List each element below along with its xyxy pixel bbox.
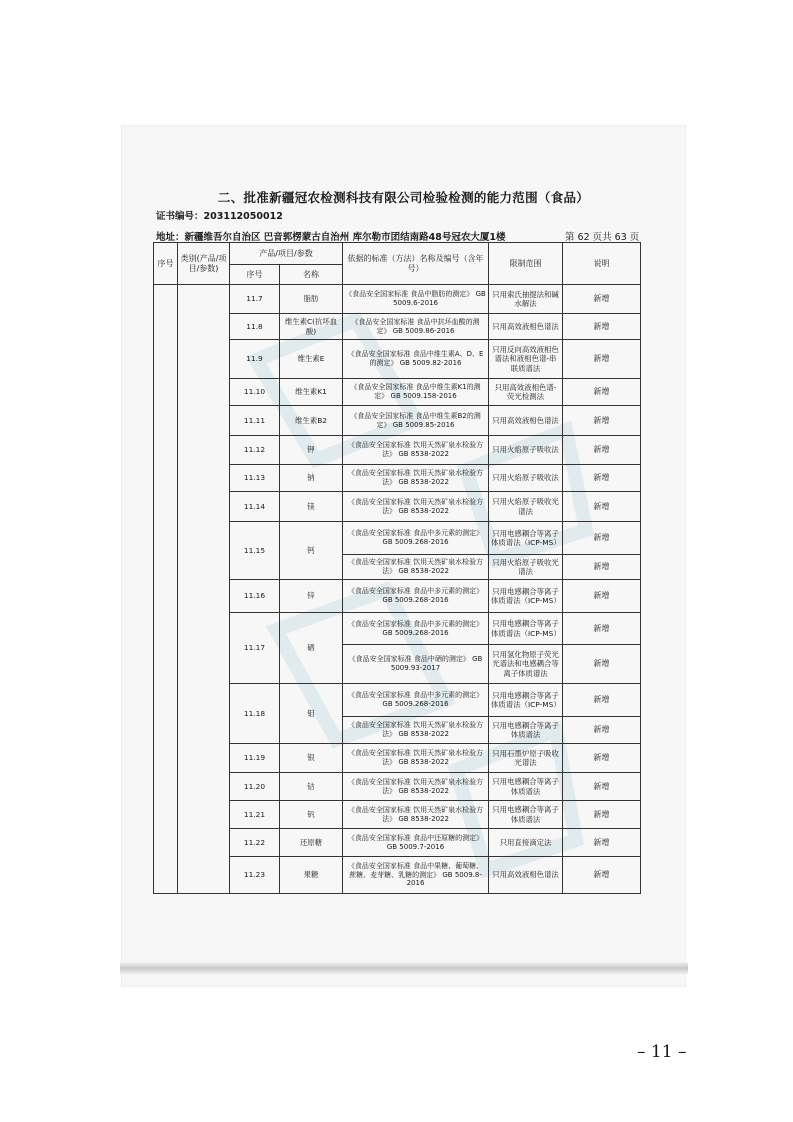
header-note: 说明 [563, 243, 641, 285]
header-item-name: 名称 [280, 265, 343, 285]
standard-cell: 《食品安全国家标准 饮用天然矿泉水检验方法》 GB 8538-2022 [343, 744, 489, 773]
standard-cell: 《食品安全国家标准 食品中果糖、葡萄糖、蔗糖、麦芽糖、乳糖的测定》 GB 5009.8-2016 [343, 857, 489, 894]
standard-cell: 《食品安全国家标准 食品中抗坏血酸的测定》 GB 5009.86-2016 [343, 314, 489, 340]
limit-cell: 只用石墨炉原子吸收光谱法 [489, 744, 563, 773]
item-seq: 11.8 [230, 314, 280, 340]
header-category: 类别(产品/项目/参数) [178, 243, 230, 285]
note-cell: 新增 [563, 522, 641, 555]
item-seq: 11.12 [230, 436, 280, 465]
limit-cell: 只用火焰原子吸收光谱法 [489, 492, 563, 522]
limit-cell: 只用氢化物原子荧光光谱法和电感耦合等离子体质谱法 [489, 645, 563, 684]
item-seq: 11.22 [230, 829, 280, 857]
item-name: 维生素B2 [280, 406, 343, 436]
standard-cell: 《食品安全国家标准 饮用天然矿泉水检验方法》 GB 8538-2022 [343, 492, 489, 522]
item-name: 银 [280, 744, 343, 773]
note-cell: 新增 [563, 645, 641, 684]
standard-cell: 《食品安全国家标准 食品中多元素的测定》 GB 5009.268-2016 [343, 522, 489, 555]
item-name: 硒 [280, 613, 343, 684]
note-cell: 新增 [563, 744, 641, 773]
limit-cell: 只用反向高效液相色谱法和液相色谱-串联质谱法 [489, 340, 563, 379]
item-name: 锌 [280, 580, 343, 613]
item-seq: 11.10 [230, 379, 280, 406]
header-item-seq: 序号 [230, 265, 280, 285]
limit-cell: 只用索氏抽提法和碱水解法 [489, 285, 563, 314]
address: 地址：新疆维吾尔自治区 巴音郭楞蒙古自治州 库尔勒市团结南路48号冠农大厦1楼 [156, 232, 506, 243]
note-cell: 新增 [563, 436, 641, 465]
limit-cell: 只用高效液相色谱-荧光检测法 [489, 379, 563, 406]
item-seq: 11.23 [230, 857, 280, 894]
item-name: 维生素E [280, 340, 343, 379]
item-seq: 11.15 [230, 522, 280, 580]
item-seq: 11.7 [230, 285, 280, 314]
limit-cell: 只用火焰原子吸收法 [489, 436, 563, 465]
item-name: 镁 [280, 492, 343, 522]
header-seq: 序号 [154, 243, 178, 285]
item-seq: 11.20 [230, 773, 280, 801]
item-seq: 11.16 [230, 580, 280, 613]
item-name: 钒 [280, 801, 343, 829]
item-name: 钼 [280, 684, 343, 744]
note-cell: 新增 [563, 613, 641, 645]
item-seq: 11.14 [230, 492, 280, 522]
note-cell: 新增 [563, 340, 641, 379]
item-name: 钙 [280, 522, 343, 580]
item-name: 钾 [280, 436, 343, 465]
limit-cell: 只用电感耦合等离子体质谱法（ICP-MS） [489, 613, 563, 645]
header-limit: 限制范围 [489, 243, 563, 285]
header-product-group: 产品/项目/参数 [230, 243, 343, 265]
item-seq: 11.21 [230, 801, 280, 829]
standard-cell: 《食品安全国家标准 食品中硒的测定》 GB 5009.93-2017 [343, 645, 489, 684]
note-cell: 新增 [563, 857, 641, 894]
limit-cell: 只用电感耦合等离子体质谱法（ICP-MS） [489, 684, 563, 717]
note-cell: 新增 [563, 773, 641, 801]
standard-cell: 《食品安全国家标准 饮用天然矿泉水检验方法》 GB 8538-2022 [343, 555, 489, 580]
item-name: 还原糖 [280, 829, 343, 857]
item-name: 脂肪 [280, 285, 343, 314]
item-name: 维生素K1 [280, 379, 343, 406]
category-cell [178, 285, 230, 894]
limit-cell: 只用高效液相色谱法 [489, 857, 563, 894]
note-cell: 新增 [563, 379, 641, 406]
item-seq: 11.9 [230, 340, 280, 379]
item-name: 钴 [280, 773, 343, 801]
standard-cell: 《食品安全国家标准 食品中还原糖的测定》 GB 5009.7-2016 [343, 829, 489, 857]
note-cell: 新增 [563, 492, 641, 522]
standard-cell: 《食品安全国家标准 食品中维生素K1的测定》 GB 5009.158-2016 [343, 379, 489, 406]
item-name: 钠 [280, 465, 343, 492]
page-number: – 11 – [637, 1042, 687, 1062]
limit-cell: 只用电感耦合等离子体质谱法 [489, 801, 563, 829]
standard-cell: 《食品安全国家标准 食品中多元素的测定》 GB 5009.268-2016 [343, 684, 489, 717]
note-cell: 新增 [563, 285, 641, 314]
standard-cell: 《食品安全国家标准 食品中维生素B2的测定》 GB 5009.85-2016 [343, 406, 489, 436]
page-info: 第 62 页共 63 页 [565, 232, 640, 243]
limit-cell: 只用火焰原子吸收法 [489, 465, 563, 492]
standard-cell: 《食品安全国家标准 饮用天然矿泉水检验方法》 GB 8538-2022 [343, 717, 489, 744]
capability-table [153, 242, 641, 894]
seq-cell [154, 285, 178, 894]
note-cell: 新增 [563, 406, 641, 436]
item-seq: 11.11 [230, 406, 280, 436]
note-cell: 新增 [563, 829, 641, 857]
page-title: 二、批准新疆冠农检测科技有限公司检验检测的能力范围（食品） [217, 190, 590, 205]
limit-cell: 只用高效液相色谱法 [489, 406, 563, 436]
limit-cell: 只用电感耦合等离子体质谱法（ICP-MS） [489, 580, 563, 613]
item-seq: 11.18 [230, 684, 280, 744]
standard-cell: 《食品安全国家标准 饮用天然矿泉水检验方法》 GB 8538-2022 [343, 436, 489, 465]
scan-edge-band [120, 962, 688, 974]
note-cell: 新增 [563, 684, 641, 717]
item-seq: 11.17 [230, 613, 280, 684]
item-seq: 11.13 [230, 465, 280, 492]
note-cell: 新增 [563, 801, 641, 829]
standard-cell: 《食品安全国家标准 食品中脂肪的测定》 GB 5009.6-2016 [343, 285, 489, 314]
note-cell: 新增 [563, 465, 641, 492]
standard-cell: 《食品安全国家标准 食品中维生素A、D、E的测定》 GB 5009.82-2016 [343, 340, 489, 379]
item-seq: 11.19 [230, 744, 280, 773]
table-row [154, 285, 641, 314]
note-cell: 新增 [563, 314, 641, 340]
certificate-number: 证书编号：203112050012 [156, 211, 283, 222]
limit-cell: 只用高效液相色谱法 [489, 314, 563, 340]
note-cell: 新增 [563, 580, 641, 613]
header-standard: 依据的标准（方法）名称及编号（含年号） [343, 243, 489, 285]
limit-cell: 只用电感耦合等离子体质谱法 [489, 717, 563, 744]
standard-cell: 《食品安全国家标准 饮用天然矿泉水检验方法》 GB 8538-2022 [343, 773, 489, 801]
limit-cell: 只用电感耦合等离子体质谱法（ICP-MS） [489, 522, 563, 555]
limit-cell: 只用电感耦合等离子体质谱法 [489, 773, 563, 801]
standard-cell: 《食品安全国家标准 食品中多元素的测定》 GB 5009.268-2016 [343, 613, 489, 645]
limit-cell: 只用直接滴定法 [489, 829, 563, 857]
standard-cell: 《食品安全国家标准 饮用天然矿泉水检验方法》 GB 8538-2022 [343, 801, 489, 829]
standard-cell: 《食品安全国家标准 食品中多元素的测定》 GB 5009.268-2016 [343, 580, 489, 613]
standard-cell: 《食品安全国家标准 饮用天然矿泉水检验方法》 GB 8538-2022 [343, 465, 489, 492]
note-cell: 新增 [563, 717, 641, 744]
item-name: 维生素C(抗坏血酸) [280, 314, 343, 340]
limit-cell: 只用火焰原子吸收光谱法 [489, 555, 563, 580]
note-cell: 新增 [563, 555, 641, 580]
item-name: 果糖 [280, 857, 343, 894]
